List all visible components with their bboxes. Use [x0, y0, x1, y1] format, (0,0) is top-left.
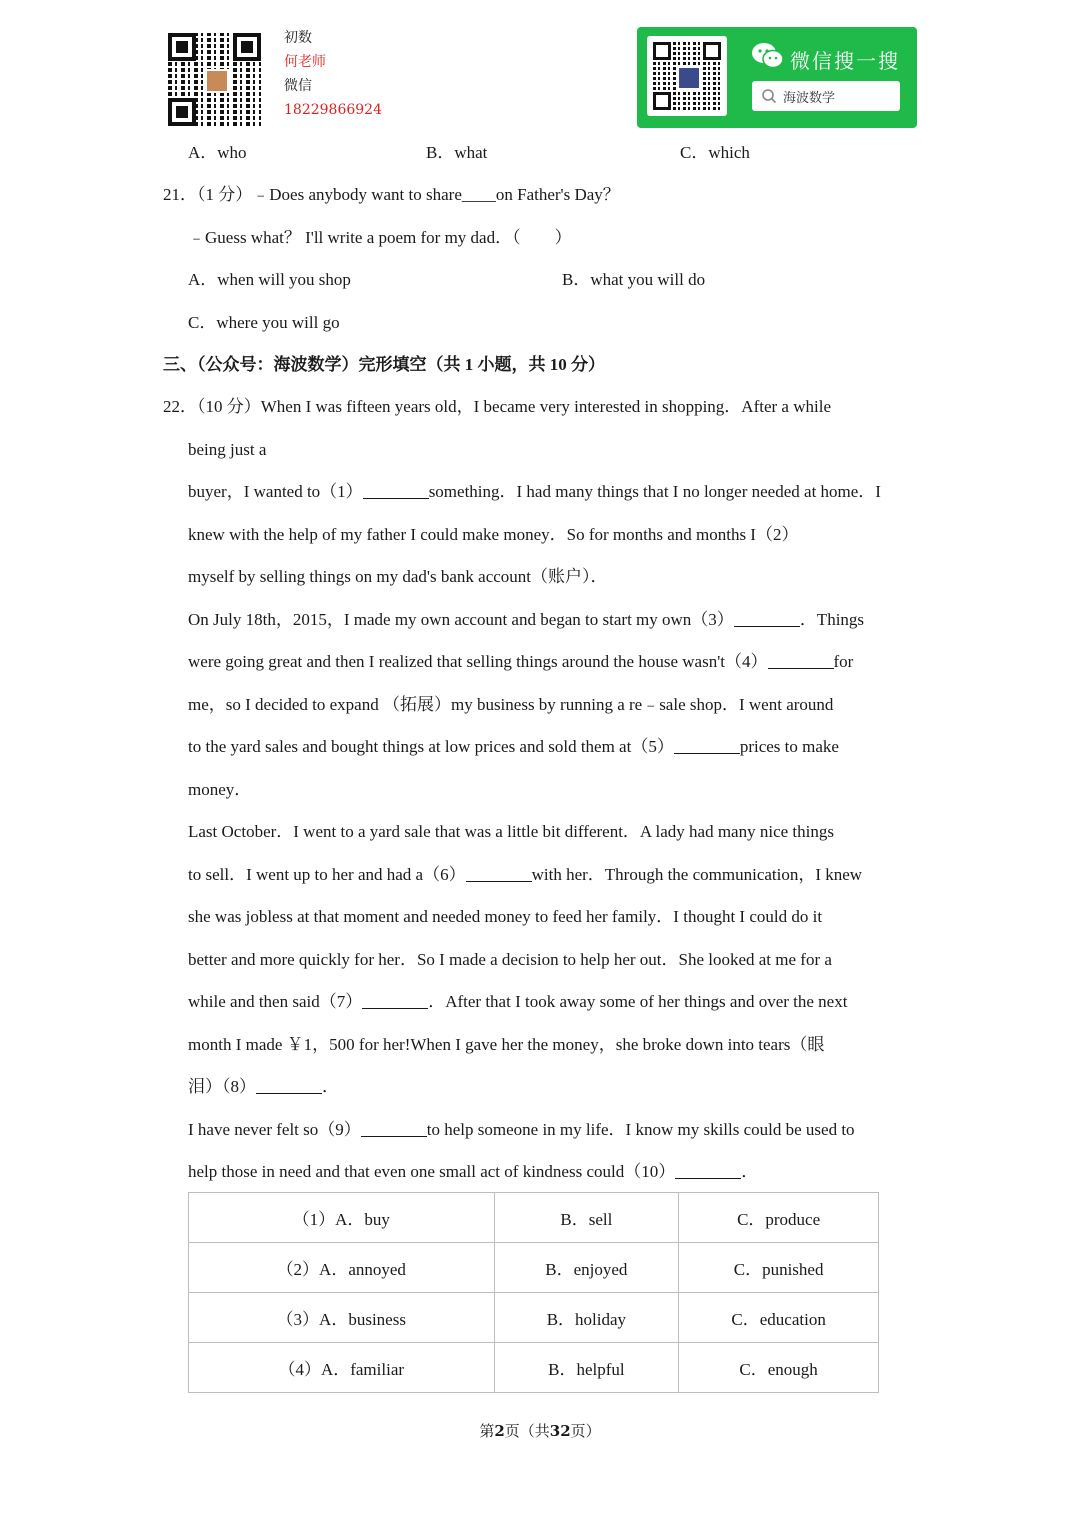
q22-line: were going great and then I realized that selling things around the house wasn't（4） for — [188, 652, 854, 671]
q21-option-a: A．when will you shop — [188, 270, 351, 289]
q22-line: I have never felt so（9） to help someone in my life．I know my skills could be used to — [188, 1120, 855, 1139]
q22-line: better and more quickly for her．So I made a decision to help her out．She looked at me for a — [188, 950, 832, 969]
option-cell: B．sell — [494, 1193, 679, 1243]
option-cell: （1）A．buy — [189, 1193, 495, 1243]
wechat-title: 微信搜一搜 — [790, 49, 900, 73]
search-icon — [761, 88, 777, 104]
blank-6[interactable] — [466, 865, 532, 882]
q22-line: knew with the help of my father I could make money．So for months and months I（2） — [188, 525, 799, 544]
q22-line: help those in need and that even one small act of kindness could（10） ． — [188, 1162, 759, 1181]
contact-phone: 18229866924 — [284, 102, 382, 118]
wechat-search-text: 海波数学 — [783, 91, 836, 106]
option-cell: （3）A．business — [189, 1293, 495, 1343]
qr-code — [168, 33, 261, 126]
contact-info — [284, 26, 382, 122]
contact-line: 初数 — [284, 30, 312, 46]
wechat-search-banner — [637, 27, 917, 128]
option-cell: C．enough — [679, 1343, 879, 1393]
q20-option-a: A．who — [188, 143, 247, 162]
wechat-qr-code — [647, 36, 727, 116]
q22-line: month I made ￥1，500 for her!When I gave her the money，she broke down into tears（眼 — [188, 1035, 825, 1054]
table-row — [189, 1193, 879, 1243]
blank-9[interactable] — [361, 1120, 427, 1137]
option-cell: （2）A．annoyed — [189, 1243, 495, 1293]
blank-5[interactable] — [674, 737, 740, 754]
q22-line — [188, 481, 917, 503]
q22-text: buyer，I wanted to（1） something．I had many things that I no longer needed at home．I — [188, 482, 881, 501]
option-cell: B．holiday — [494, 1293, 679, 1343]
q22-line: to sell．I went up to her and had a（6） with her．Through the communication，I knew — [188, 865, 863, 884]
option-cell: C．punished — [679, 1243, 879, 1293]
q21-option-c: C．where you will go — [188, 313, 340, 332]
q22-text: 22．（10 分）When I was fifteen years old，I became very interested in shopping．After a while — [163, 397, 831, 416]
page-number: 2 — [494, 1422, 505, 1440]
blank-4[interactable] — [768, 652, 834, 669]
option-cell: B．enjoyed — [494, 1243, 679, 1293]
table-row — [189, 1293, 879, 1343]
wechat-search-box[interactable] — [752, 81, 900, 111]
blank-3[interactable] — [734, 610, 800, 627]
page-total: 32 — [549, 1422, 571, 1440]
page-footer: 第2页（共32页） — [479, 1422, 601, 1440]
contact-teacher: 何老师 — [284, 54, 326, 70]
contact-line: 微信 — [284, 78, 312, 94]
q20-option-b: B．what — [426, 143, 488, 162]
q22-line — [163, 396, 917, 418]
q22-line: me，so I decided to expand （拓展）my business by running a re﹣sale shop．I went around — [188, 695, 834, 714]
q20-option-c: C．which — [680, 143, 750, 162]
q22-line: while and then said（7） ．After that I took away some of her things and over the next — [188, 992, 848, 1011]
q22-line: Last October．I went to a yard sale that was a little bit different．A lady had many nice things — [188, 822, 834, 841]
blank-1[interactable] — [363, 482, 429, 499]
q21-reply: ﹣Guess what？ I'll write a poem for my dad．（ ） — [188, 228, 572, 247]
blank-8[interactable] — [256, 1077, 322, 1094]
section-title: 三、（公众号：海波数学）完形填空（共 1 小题，共 10 分） — [163, 355, 605, 374]
q22-line: On July 18th，2015，I made my own account and began to start my own（3） ．Things — [188, 610, 865, 629]
qr-avatar — [205, 69, 229, 93]
option-cell: C．education — [679, 1293, 879, 1343]
q21-stem: 21．（1 分）﹣Does anybody want to share____on Father's Day？ — [163, 185, 620, 204]
table-row — [189, 1243, 879, 1293]
q22-line: money． — [188, 780, 252, 799]
q22-line: to the yard sales and bought things at low prices and sold them at（5） prices to make — [188, 737, 839, 756]
table-row — [189, 1343, 879, 1393]
wechat-logo-icon — [751, 41, 785, 71]
q21-option-b: B．what you will do — [562, 270, 706, 289]
q22-line: 泪）（8） ． — [188, 1077, 339, 1096]
option-cell: C．produce — [679, 1193, 879, 1243]
options-table — [188, 1192, 879, 1393]
option-cell: B．helpful — [494, 1343, 679, 1393]
blank-10[interactable] — [675, 1162, 741, 1179]
q22-line: she was jobless at that moment and needed money to feed her family．I thought I could do it — [188, 907, 823, 926]
q22-line: myself by selling things on my dad's bank account（账户）． — [188, 567, 608, 586]
blank-7[interactable] — [362, 992, 428, 1009]
q22-line: being just a — [188, 440, 267, 459]
option-cell: （4）A．familiar — [189, 1343, 495, 1393]
